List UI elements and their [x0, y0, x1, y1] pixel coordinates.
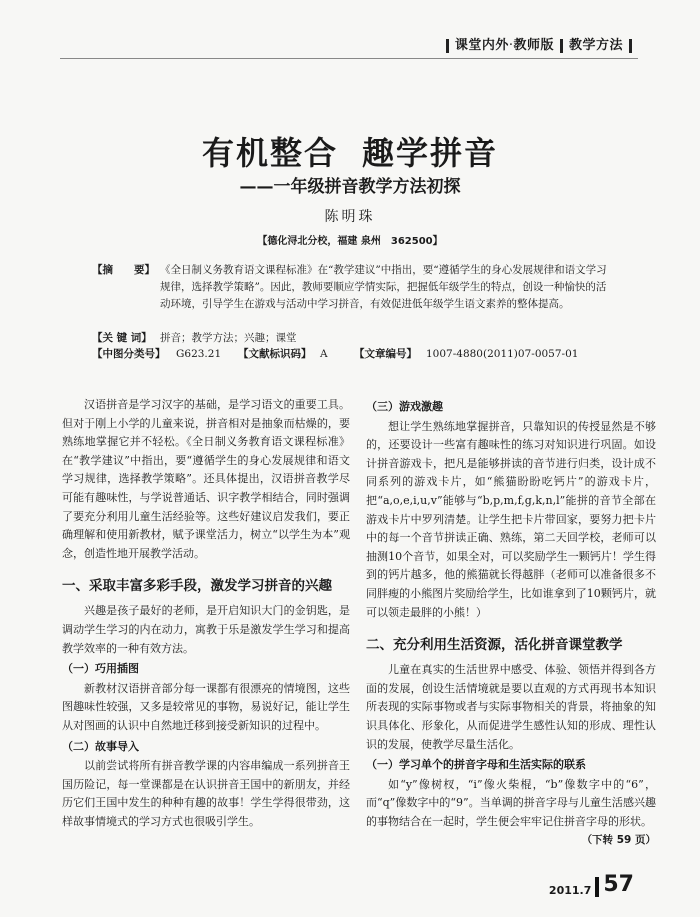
- header-bar-left: [446, 39, 449, 53]
- header-bar-mid: [560, 39, 563, 53]
- title-part1: 有机整合: [201, 134, 338, 172]
- subsection3-heading: （三）游戏激趣: [366, 400, 443, 413]
- header-column: 教学方法: [568, 38, 623, 53]
- keywords-block: [92, 330, 612, 347]
- title-part2: 趣学拼音: [362, 134, 499, 172]
- subsection2-paragraph: 以前尝试将所有拼音教学课的内容串编成一系列拼音王国历险记，每一堂课都是在认识拼音王国中的新朋友，并经历它们王国中发生的种种有趣的故事！学生学得很带劲，这样故事情境式的学习方式也很吸引学生。: [62, 759, 350, 828]
- section1-heading: 一、采取丰富多彩手段，激发学习拼音的兴趣: [62, 578, 332, 595]
- class-label: 【中图分类号】: [92, 348, 166, 360]
- doc-code-value: A: [320, 348, 328, 360]
- abstract-block: [92, 262, 612, 313]
- subsection2-heading: （二）故事导入: [62, 739, 139, 753]
- subsection3-paragraph: 想让学生熟练地掌握拼音，只靠知识的传授显然是不够的，还要设计一些富有趣味性的练习对知识进行巩固。如设计拼音游戏卡，把凡是能够拼读的音节进行归类，设计成不同系列的游戏卡片，如“熊猫盼盼吃钙片”的游戏卡片，把“a,o,e,i,u,v”能够与“b,p,m,f,g,k,n,l”能拼的音节全部在游戏卡片中罗列清楚。让学生把卡片带回家，要努力把卡片中的每一个音节拼读正确、熟练，第二天回学校，老师可以抽测10个音节，如果全对，可以奖励学生一颗钙片！学生得到的钙片越多，他的熊猫就长得越胖（老师可以准备很多不同胖瘦的小熊图片奖励给学生，比如谁拿到了10颗钙片，就可以领走最胖的小熊！）: [366, 419, 656, 619]
- header-edition: 教师版: [513, 38, 554, 53]
- article-no-value: 1007-4880(2011)07-0057-01: [426, 348, 579, 360]
- intro-paragraph: 汉语拼音是学习汉字的基础，是学习语文的重要工具。但对于刚上小学的儿童来说，拼音相对是抽象而枯燥的，要熟练地掌握它并不轻松。《全日制义务教育语文课程标准》在“教学建议”中指出，要“遵循学生的身心发展规律和语文学习规律，选择教学策略”。还具体提出，汉语拼音教学尽可能有趣味性，与学说普通话、识字教学相结合，同时强调了要充分利用儿童生活经验等。这些好建议启发我们，要正确理解和使用新教材，赋予课堂活力，树立“以学生为本”观念，创造性地开展教学活动。: [62, 398, 350, 560]
- keywords-text: 拼音；教学方法；兴趣；课堂: [160, 332, 297, 344]
- author-affiliation: 【德化浔北分校，福建 泉州 362500】: [257, 236, 443, 247]
- continued-note: （下转 59 页）: [581, 834, 656, 847]
- page-number: 57: [603, 872, 634, 897]
- left-column: [62, 396, 350, 831]
- subsection1-heading: （一）巧用插图: [62, 662, 139, 676]
- section2-heading: 二、充分利用生活资源，活化拼音课堂教学: [366, 637, 623, 654]
- header-dot: ·: [508, 38, 514, 53]
- article-no-label: 【文章编号】: [354, 348, 417, 360]
- running-header: [440, 34, 638, 53]
- keywords-label: 【关 键 词】: [92, 332, 152, 344]
- section2-paragraph: 儿童在真实的生活世界中感受、体验、领悟并得到各方面的发展，创设生活情境就是要以直观的方式再现书本知识所表现的实际事物或者与实际事物相关的背景，将抽象的知识具体化、形象化，从而促进学生感性认知的形成、理性认识的发展，使教学尽量生活化。: [366, 663, 656, 751]
- header-section: 课堂内外: [454, 38, 509, 53]
- article-subtitle: ——一年级拼音教学方法初探: [239, 177, 461, 197]
- page-footer: [549, 872, 634, 897]
- subsection1-paragraph: 新教材汉语拼音部分每一课都有很漂亮的情境图，这些图趣味性较强，又多是较常见的事物，易说好记，能让学生从对图画的认识中自然地迁移到接受新知识的过程中。: [62, 681, 350, 732]
- author-name: 陈明珠: [324, 209, 376, 225]
- header-bar-right: [629, 39, 632, 53]
- doc-code-label: 【文献标识码】: [238, 348, 312, 360]
- abstract-label: 【摘 要】: [92, 264, 155, 276]
- abstract-text: 《全日制义务教育语文课程标准》在“教学建议”中指出，要“遵循学生的身心发展规律和语文学习规律，选择教学策略”。因此，教师要顺应学情实际，把握低年级学生的特点，创设一种愉快的活动环境，引导学生在游戏与活动中学习拼音，有效促进低年级学生语文素养的整体提高。: [160, 264, 607, 310]
- article-title: [0, 128, 700, 174]
- footer-separator: [595, 877, 599, 897]
- subsection4-heading: （一）学习单个的拼音字母和生活实际的联系: [366, 758, 586, 772]
- right-column: [366, 396, 656, 850]
- issue-date: 2011.7: [548, 884, 592, 897]
- class-value: G623.21: [176, 348, 222, 360]
- header-rule: [60, 58, 638, 59]
- section1-paragraph: 兴趣是孩子最好的老师，是开启知识大门的金钥匙，是调动学生学习的内在动力，寓教于乐是激发学生学习和提高教学效率的一种有效方法。: [62, 604, 350, 655]
- subsection4-paragraph: 如“y”像树杈，“i”像火柴棍，“b”像数字中的“6”，而“q”像数字中的“9”。当单调的拼音字母与儿童生活感兴趣的事物结合在一起时，学生便会牢牢记住拼音字母的形状。: [366, 777, 656, 828]
